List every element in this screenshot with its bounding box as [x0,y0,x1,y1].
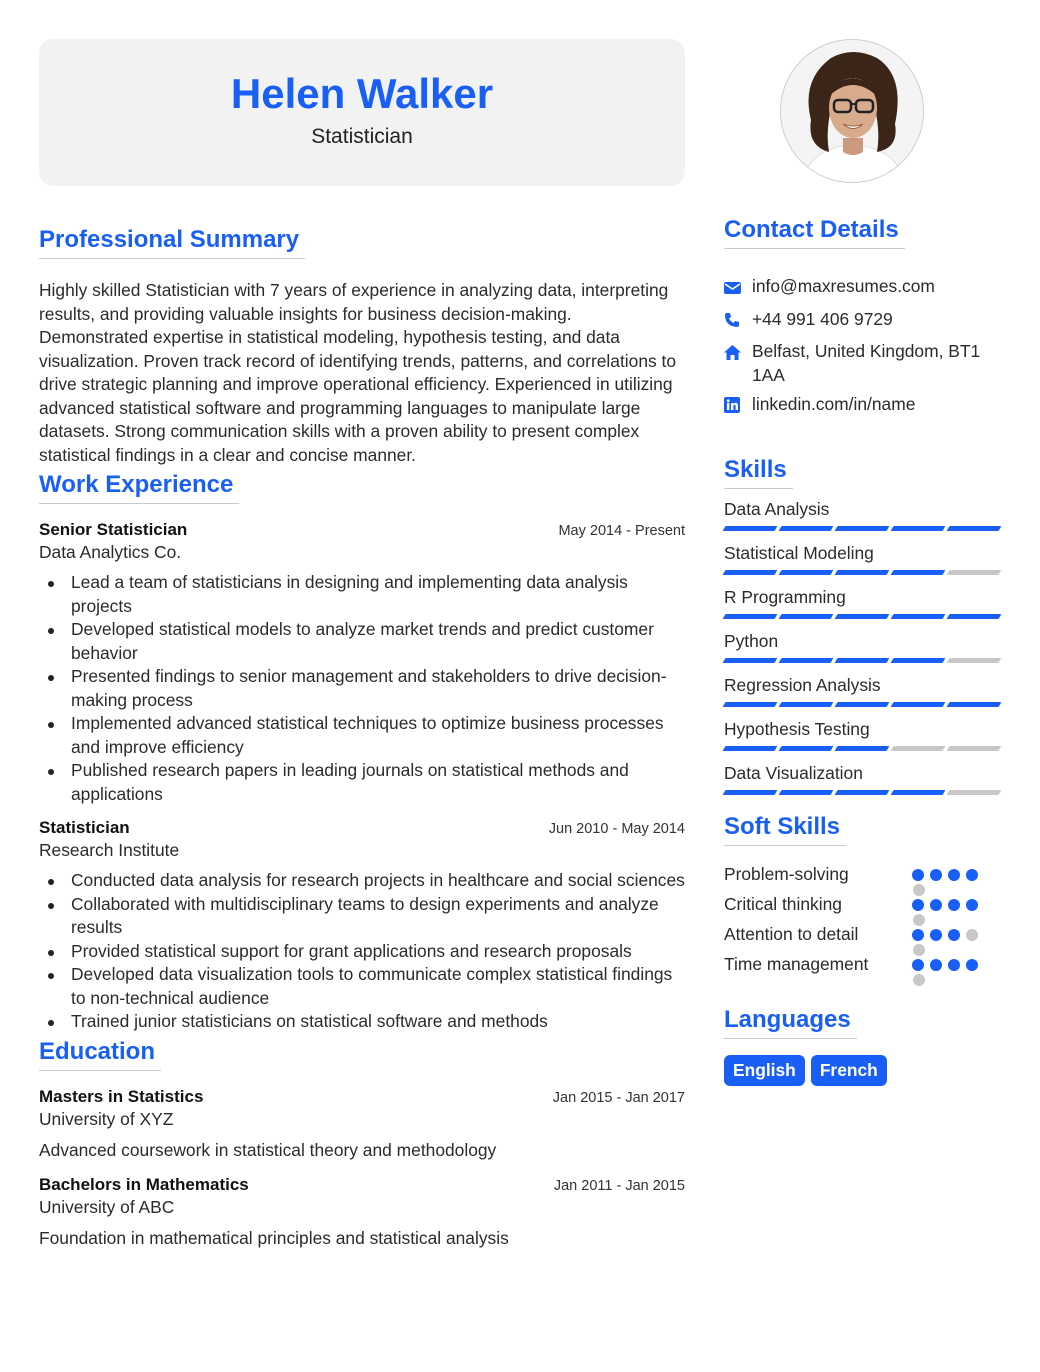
job-entry [39,520,685,806]
skill-level-segment [891,570,946,575]
skill-level-segment [947,526,1002,531]
skill-level-segment [723,614,778,619]
job-entry [39,818,685,1034]
rating-dot [966,899,978,911]
soft-skill-rating [912,869,978,881]
skill-level-segment [947,746,1002,751]
skill-level-segment [723,570,778,575]
skill-level-segment [891,702,946,707]
skill-name: Data Visualization [724,762,863,783]
job-bullet: Implemented advanced statistical techniques to optimize business processes and improve efficiency [39,712,685,759]
rating-dot [948,899,960,911]
rating-dot [912,899,924,911]
skill-level-segment [779,526,834,531]
skill-level-segment [835,790,890,795]
skill-level-bar [724,570,1002,575]
language-badge: French [811,1055,887,1086]
soft-skill-name: Time management [724,954,869,974]
skill-name: Python [724,630,779,651]
rating-dot [913,974,925,986]
skill-level-segment [779,614,834,619]
rating-dot [930,869,942,881]
contact-list [724,275,1002,420]
soft-skill-rating [912,899,978,911]
soft-skill-name: Critical thinking [724,894,842,914]
soft-skills-heading: Soft Skills [724,813,846,846]
envelope-icon [724,275,752,302]
job-bullet: Developed data visualization tools to communicate complex statistical findings to non-technical audience [39,963,685,1010]
contact-linkedin[interactable] [724,393,1002,420]
degree-title: Masters in Statistics [39,1086,204,1106]
education-entry [39,1175,685,1249]
contact-address-text: Belfast, United Kingdom, BT1 1AA [752,341,981,385]
job-company: Research Institute [39,840,180,860]
skill-level-segment [891,790,946,795]
job-title: Senior Statistician [39,520,188,539]
skill-level-segment [779,702,834,707]
soft-skill-item [724,950,1002,980]
education-heading: Education [39,1038,161,1071]
skill-level-bar [724,702,1002,707]
skill-level-segment [891,658,946,663]
profile-photo [780,39,924,183]
contact-email-text[interactable]: info@maxresumes.com [752,276,935,296]
rating-dot [912,929,924,941]
skill-level-segment [723,658,778,663]
portrait-image [781,40,924,183]
skill-level-segment [891,614,946,619]
skill-level-segment [779,790,834,795]
skill-item [724,719,1002,751]
rating-dot [930,929,942,941]
header-card [39,39,685,186]
skill-level-segment [835,658,890,663]
skill-level-segment [891,526,946,531]
languages-list [724,1055,1002,1086]
job-bullet: Conducted data analysis for research projects in healthcare and social sciences [39,869,685,893]
rating-dot [966,929,978,941]
candidate-name: Helen Walker [230,70,494,117]
skill-level-segment [947,790,1002,795]
skill-level-segment [835,746,890,751]
job-title: Statistician [39,818,130,837]
job-bullet: Presented findings to senior management and stakeholders to drive decision-making process [39,665,685,712]
job-bullet: Published research papers in leading journals on statistical methods and applications [39,759,685,806]
skill-level-segment [779,570,834,575]
skills-heading: Skills [724,456,793,489]
rating-dot [948,959,960,971]
skill-level-segment [779,658,834,663]
rating-dot [948,929,960,941]
soft-skills-list [724,860,1002,980]
soft-skill-item [724,920,1002,950]
rating-dot [966,869,978,881]
rating-dot [930,959,942,971]
education-description: Foundation in mathematical principles and statistical analysis [39,1227,509,1248]
skill-level-segment [947,658,1002,663]
skill-name: Statistical Modeling [724,542,874,563]
skill-level-segment [779,746,834,751]
skill-level-segment [835,570,890,575]
skill-level-segment [723,702,778,707]
education-date: Jan 2015 - Jan 2017 [552,1089,685,1106]
skill-level-segment [723,746,778,751]
soft-skill-item [724,860,1002,890]
skill-level-segment [891,746,946,751]
job-date: Jun 2010 - May 2014 [548,821,685,837]
education-entry [39,1087,685,1161]
school-name: University of ABC [39,1196,175,1217]
skill-item [724,675,1002,707]
skill-name: Regression Analysis [724,674,881,695]
skill-level-segment [723,526,778,531]
education-description: Advanced coursework in statistical theory and methodology [39,1139,497,1160]
job-bullet: Trained junior statisticians on statistical software and methods [39,1010,685,1034]
contact-linkedin-text[interactable]: linkedin.com/in/name [752,394,916,414]
job-bullet: Developed statistical models to analyze market trends and predict customer behavior [39,618,685,665]
skill-name: Data Analysis [724,498,830,519]
job-bullets [39,869,685,1034]
job-company: Data Analytics Co. [39,542,182,562]
rating-dot [912,869,924,881]
skill-level-segment [835,526,890,531]
skills-list [724,499,1002,795]
skill-level-segment [723,790,778,795]
skill-level-bar [724,746,1002,751]
skill-item [724,587,1002,619]
rating-dot [912,959,924,971]
soft-skill-item [724,890,1002,920]
linkedin-icon [724,393,752,420]
contact-email[interactable] [724,275,1002,302]
job-bullet: Collaborated with multidisciplinary teams to design experiments and analyze results [39,893,685,940]
skill-name: R Programming [724,586,846,607]
skill-level-segment [835,702,890,707]
rating-dot [966,959,978,971]
skill-level-segment [947,614,1002,619]
soft-skill-name: Attention to detail [724,924,859,944]
skill-item [724,499,1002,531]
experience-heading: Work Experience [39,471,239,504]
skill-level-bar [724,526,1002,531]
rating-dot [948,869,960,881]
skill-level-bar [724,658,1002,663]
summary-text: Highly skilled Statistician with 7 years of experience in analyzing data, interpreting results, and providing valuable insights for business decision-making. Demonstrated expertise in statistical modeling, hypothesis testing, and data visualization. Proven track record of identifying trends, patterns, and correlations to drive strategic planning and improve operational efficiency. Experienced in utilizing advanced statistical software and programming languages to manipulate large datasets. Strong communication skills with a proven ability to present complex statistical findings in a clear and concise manner. [39,280,677,465]
phone-icon [724,308,752,335]
summary-heading: Professional Summary [39,226,305,259]
job-bullets [39,571,685,806]
contact-address [724,340,1002,387]
soft-skill-rating [912,959,978,971]
sidebar-column [724,39,1002,1086]
contact-phone-text[interactable]: +44 991 406 9729 [752,308,893,329]
skill-item [724,631,1002,663]
candidate-role: Statistician [311,125,413,149]
language-badge: English [724,1055,805,1086]
contact-phone[interactable] [724,308,1002,335]
degree-title: Bachelors in Mathematics [39,1174,249,1194]
job-bullet: Lead a team of statisticians in designing and implementing data analysis projects [39,571,685,618]
soft-skill-rating [912,929,978,941]
home-icon [724,340,752,367]
skill-level-bar [724,614,1002,619]
main-column [39,39,685,1249]
contact-heading: Contact Details [724,216,905,249]
rating-dot [930,899,942,911]
soft-skill-name: Problem-solving [724,864,849,884]
skill-level-segment [835,614,890,619]
skill-level-bar [724,790,1002,795]
skill-item [724,763,1002,795]
skill-level-segment [947,570,1002,575]
skill-name: Hypothesis Testing [724,718,870,739]
skill-level-segment [947,702,1002,707]
skill-item [724,543,1002,575]
education-date: Jan 2011 - Jan 2015 [553,1177,685,1194]
job-bullet: Provided statistical support for grant applications and research proposals [39,940,685,964]
job-date: May 2014 - Present [558,523,685,539]
languages-heading: Languages [724,1006,857,1039]
school-name: University of XYZ [39,1108,174,1129]
